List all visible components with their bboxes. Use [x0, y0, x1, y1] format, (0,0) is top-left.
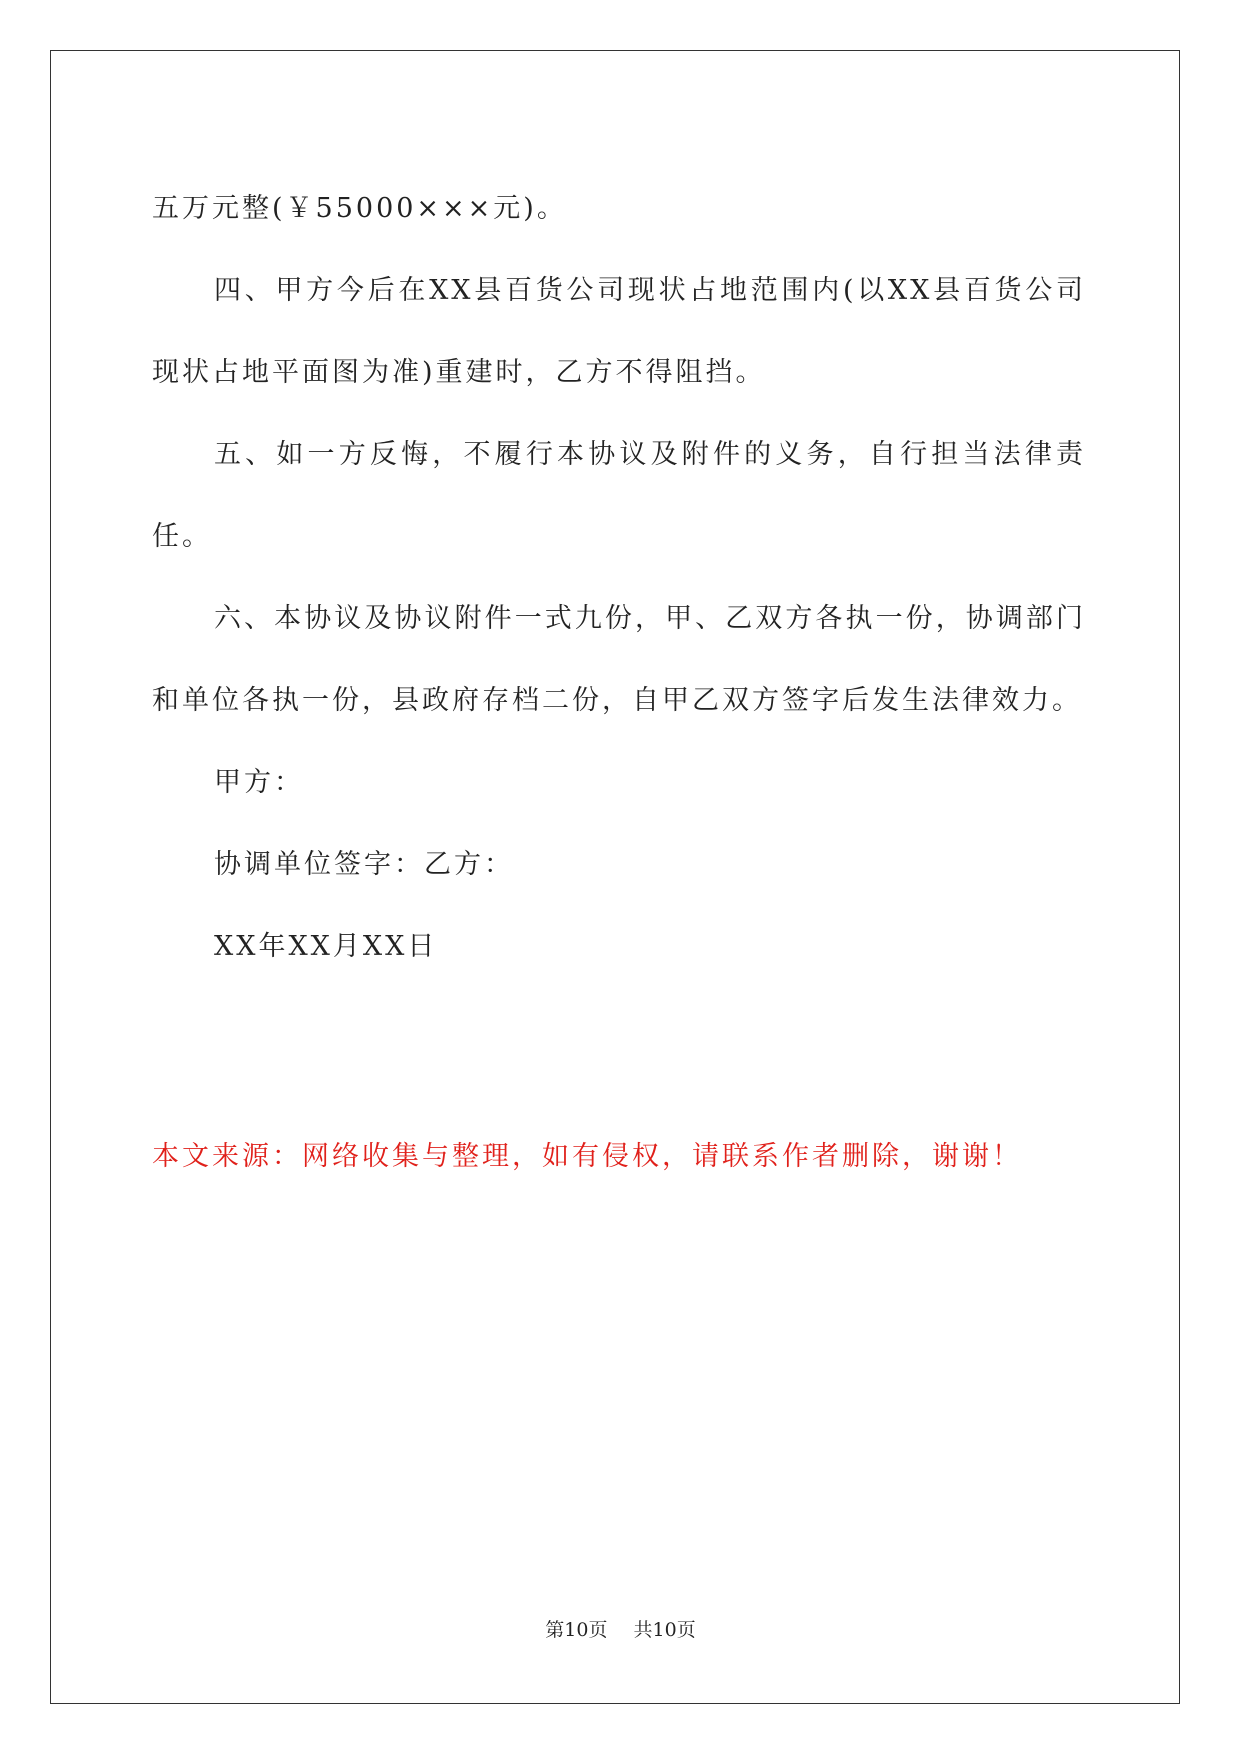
- paragraph-clause-6: 六、本协议及协议附件一式九份，甲、乙双方各执一份，协调部门和单位各执一份，县政府存档二份，自甲乙双方签字后发生法律效力。: [152, 603, 1086, 716]
- page-number-current: 第10页: [545, 1619, 608, 1641]
- page-number-total: 共10页: [633, 1619, 696, 1641]
- signature-date: XX年XX月XX日: [214, 931, 438, 962]
- page-footer: [0, 1615, 1241, 1642]
- paragraph-clause-4: 四、甲方今后在XX县百货公司现状占地范围内(以XX县百货公司现状占地平面图为准)重建时，乙方不得阻挡。: [152, 275, 1086, 388]
- paragraph-clause-5: 五、如一方反悔，不履行本协议及附件的义务，自行担当法律责任。: [152, 439, 1086, 552]
- signature-coordinator-party-b: 协调单位签字：乙方：: [214, 849, 514, 880]
- document-body: [152, 168, 1086, 988]
- signature-party-a: 甲方：: [214, 767, 304, 798]
- paragraph-amount-continuation: 五万元整(￥55000×××元)。: [152, 193, 567, 224]
- source-disclaimer: 本文来源：网络收集与整理，如有侵权，请联系作者删除，谢谢！: [152, 1141, 1022, 1172]
